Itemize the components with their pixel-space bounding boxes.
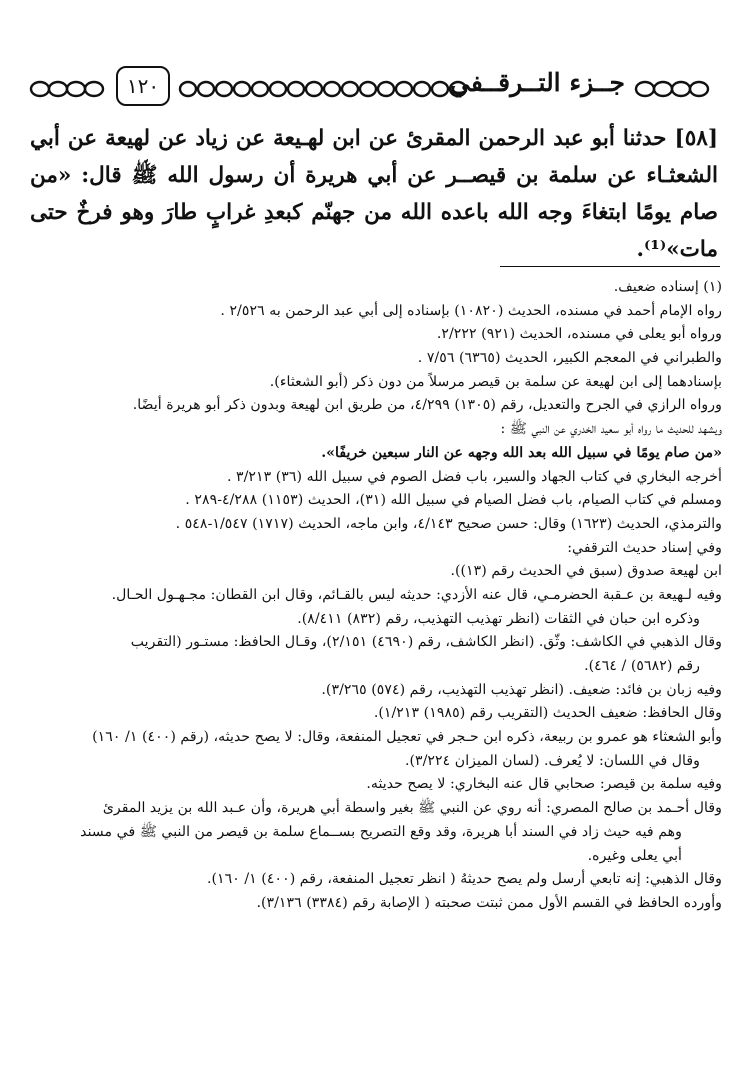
- footnote-line: (١) إسناده ضعيف.: [613, 279, 722, 295]
- footnote-line: أبي يعلى وغيره.: [587, 847, 682, 864]
- page-header: [28, 66, 713, 110]
- footnote-line: وقال الذهبي: إنه تابعي أرسل ولم يصح حديثهُ ( انظر تعجيل المنفعة، رقم (٤٠٠) ١/ ١٦٠).: [206, 871, 722, 888]
- footnote-line: والترمذي، الحديث (١٦٢٣) وقال: حسن صحيح ٤/١٤٣، وابن ماجه، الحديث (١٧١٧) ١/٥٤٧-٥٤٨ .: [175, 515, 722, 532]
- footnote-line: وفي إسناد حديث الترقفي:: [567, 539, 722, 556]
- footnote-line: وذكره ابن حبان في الثقات (انظر تهذيب التهذيب، رقم (٨٣٢) ٨/٤١١).: [297, 610, 700, 627]
- footnote-line: ورواه أبو يعلى في مسنده، الحديث (٩٢١) ٢/٢٢٢.: [436, 326, 722, 343]
- footnote-line: وقال أحـمد بن صالح المصري: أنه روي عن النبي ﷺ بغير واسطة أبي هريرة، وأن عـبد الله بن يزيد المقرئ: [102, 800, 722, 817]
- footnotes: [22, 276, 722, 916]
- hadith-text: [30, 120, 718, 268]
- footnote-line: رواه الإمام أحمد في مسنده، الحديث (١٠٨٢٠) بإسناده إلى أبي عبد الرحمن به ٢/٥٢٦ .: [220, 302, 722, 319]
- book-title: جــزء التــرقــفي: [450, 68, 625, 97]
- footnote-line: ومسلم في كتاب الصيام، باب فضل الصيام في سبيل الله (٣١)، الحديث (١١٥٣) ٤/٢٨٨-٢٨٩ .: [185, 492, 722, 509]
- footnote-line: «من صام يومًا في سبيل الله بعد الله وجهه عن النار سبعين خريفًا».: [321, 444, 722, 461]
- footnote-line: وهم فيه حيث زاد في السند أبا هريرة، وقد وقع التصريح بســماع سلمة بن قيصر من النبي ﷺ في مسند: [80, 823, 682, 840]
- footnote-line: وفيه سلمة بن قيصر: صحابي قال عنه البخاري: لا يصح حديثه.: [366, 776, 722, 793]
- footnote-line: ورواه الرازي في الجرح والتعديل، رقم (١٣٠٥) ٤/٢٩٩، من طريق ابن لهيعة وبدون ذكر أبو هريرة أيضًا.: [132, 397, 722, 414]
- footnote-line: أخرجه البخاري في كتاب الجهاد والسير، باب فضل الصوم في سبيل الله (٣٦) ٣/٢١٣ .: [226, 468, 722, 485]
- footnote-line: وأورده الحافظ في القسم الأول ممن ثبتت صحبته ( الإصابة رقم (٣٣٨٤) ٣/١٣٦).: [256, 894, 722, 911]
- ornament-left-icon: [28, 80, 108, 98]
- footnote-line: وفيه لـهيعة بن عـقبة الحضرمـي، قال عنه الأزدي: حديثه ليس بالقـائم، وقال ابن القطان: مجـهـول الحـال.: [111, 586, 722, 603]
- footnote-line: ويشهد للحديث ما رواه أبو سعيد الخدري عن النبي ﷺ :: [500, 421, 722, 438]
- footnote-line: بإسنادهما إلى ابن لهيعة عن سلمة بن قيصر مرسلاً من دون ذكر (أبو الشعثاء).: [269, 373, 722, 390]
- footnote-separator: [500, 266, 720, 267]
- hadith-paragraph: [٥٨] حدثنا أبو عبد الرحمن المقرئ عن ابن لهـيعة عن زياد عن لهيعة عن أبي الشعثـاء عن سلمة بن قيصــر عن أبي هريرة أن رسول الله ﷺ قال: «من صام يومًا ابتغاءَ وجه الله باعده الله من جهنّم كبعدِ غرابٍ طارَ وهو فرخٌ حتى مات»⁽¹⁾.: [30, 126, 718, 262]
- footnote-line: والطبراني في المعجم الكبير، الحديث (٦٣٦٥) ٧/٥٦ .: [417, 350, 722, 367]
- footnote-line: وقال في اللسان: لا يُعرف. (لسان الميزان ٣/٢٢٤).: [404, 752, 700, 769]
- ornament-band-icon: [178, 80, 473, 98]
- footnote-line: وقال الذهبي في الكاشف: وثّق. (انظر الكاشف، رقم (٤٦٩٠) ٢/١٥١)، وقـال الحافظ: مستـور (التقريب: [130, 634, 722, 651]
- footnote-line: رقم (٥٦٨٢) / ٤٦٤).: [584, 658, 700, 674]
- footnote-line: ابن لهيعة صدوق (سبق في الحديث رقم (١٣)).: [450, 563, 722, 580]
- footnote-line: وأبو الشعثاء هو عمرو بن ربيعة، ذكره ابن حـجر في تعجيل المنفعة، وقال: لا يصح حديثه، (رقم (٤٠٠) ١/ ١٦٠): [92, 729, 722, 746]
- footnote-line: وفيه زبان بن فائد: ضعيف. (انظر تهذيب التهذيب، رقم (٥٧٤) ٣/٢٦٥).: [321, 681, 722, 698]
- ornament-right-icon: [633, 80, 713, 98]
- footnote-line: وقال الحافظ: ضعيف الحديث (التقريب رقم (١٩٨٥) ١/٢١٣).: [373, 705, 722, 722]
- page-number: ١٢٠: [116, 66, 170, 106]
